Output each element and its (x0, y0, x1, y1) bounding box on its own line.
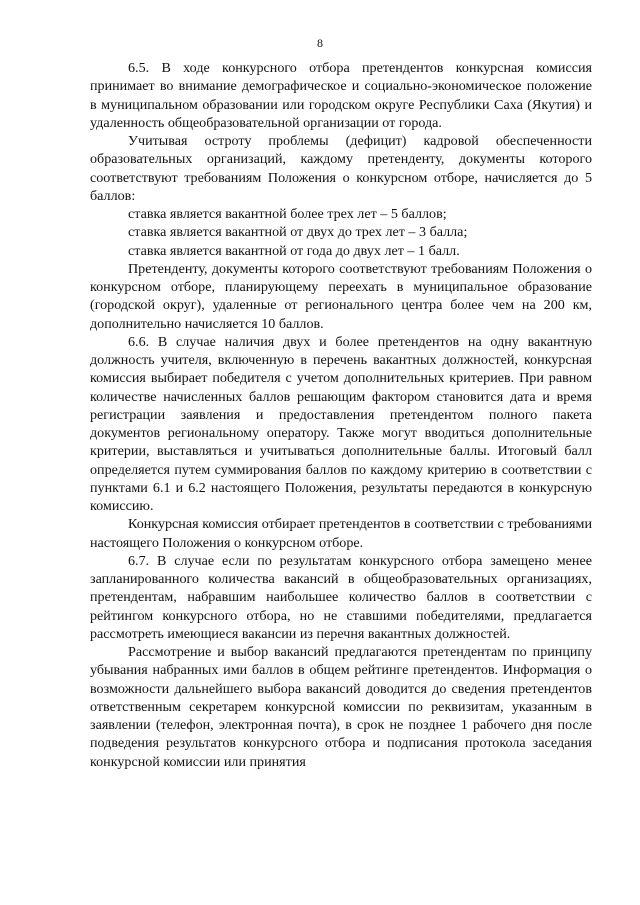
paragraph-6-6: 6.6. В случае наличия двух и более претендентов на одну вакантную должность учителя, включенную в перечень вакантных должностей, конкурсная комиссия выбирает победителя с учетом дополнительных критериев. При равном количестве начисленных баллов решающим фактором становится дата и время регистрации заявления и предоставления претендентом полного пакета документов региональному оператору. Также могут вводиться дополнительные критерии, выставляться и учитываться дополнительные баллы. Итоговый балл определяется путем суммирования баллов по каждому критерию в соответствии с пунктами 6.1 и 6.2 настоящего Положения, результаты передаются в конкурсную комиссию. (90, 333, 592, 514)
paragraph-relocation-points: Претенденту, документы которого соответствуют требованиям Положения о конкурсном отборе, планирующему переехать в муниципальное образование (городской округ), удаленные от регионального центра более чем на 200 км, дополнительно начисляется 10 баллов. (90, 260, 592, 332)
paragraph-6-5: 6.5. В ходе конкурсного отбора претендентов конкурсная комиссия принимает во внимание демографическое и социально-экономическое положение в муниципальном образовании или городском округе Республики Саха (Якутия) и удаленность общеобразовательной организации от города. (90, 60, 592, 131)
list-item-1-point: ставка является вакантной от года до двух лет – 1 балл. (128, 242, 460, 259)
paragraph-staffing-points: Учитывая остроту проблемы (дефицит) кадровой обеспеченности образовательных организаций, каждому претенденту, документы которого соответствуют требованиям Положения о конкурсном отборе, начисляется до 5 баллов: (90, 133, 592, 204)
list-item-5-points: ставка является вакантной более трех лет – 5 баллов; (128, 206, 447, 222)
page-number: 8 (317, 36, 323, 50)
paragraph-6-7: 6.7. В случае если по результатам конкурсного отбора замещено менее запланированного количества вакансий в общеобразовательных организациях, претендентам, набравшим наибольшее количество баллов в соответствии с рейтингом конкурсного отбора, но не ставшими победителями, предлагается рассмотреть имеющиеся вакансии из перечня вакантных должностей. (90, 552, 592, 642)
paragraph-commission-selection: Конкурсная комиссия отбирает претендентов в соответствии с требованиями настоящего Положения о конкурсном отборе. (90, 516, 592, 551)
paragraph-vacancy-review: Рассмотрение и выбор вакансий предлагаются претендентам по принципу убывания набранных ими баллов в общем рейтинге претендентов. Информация о возможности дальнейшего выбора вакансий доводится до сведения претендентов ответственным секретарем конкурсной комиссии по реквизитам, указанным в заявлении (телефон, электронная почта), в срок не позднее 1 рабочего дня после подведения результатов конкурсного отбора и подписания протокола заседания конкурсной комиссии или принятия (90, 644, 592, 770)
list-item-3-points: ставка является вакантной от двух до трех лет – 3 балла; (128, 224, 468, 241)
document-body (90, 59, 592, 771)
